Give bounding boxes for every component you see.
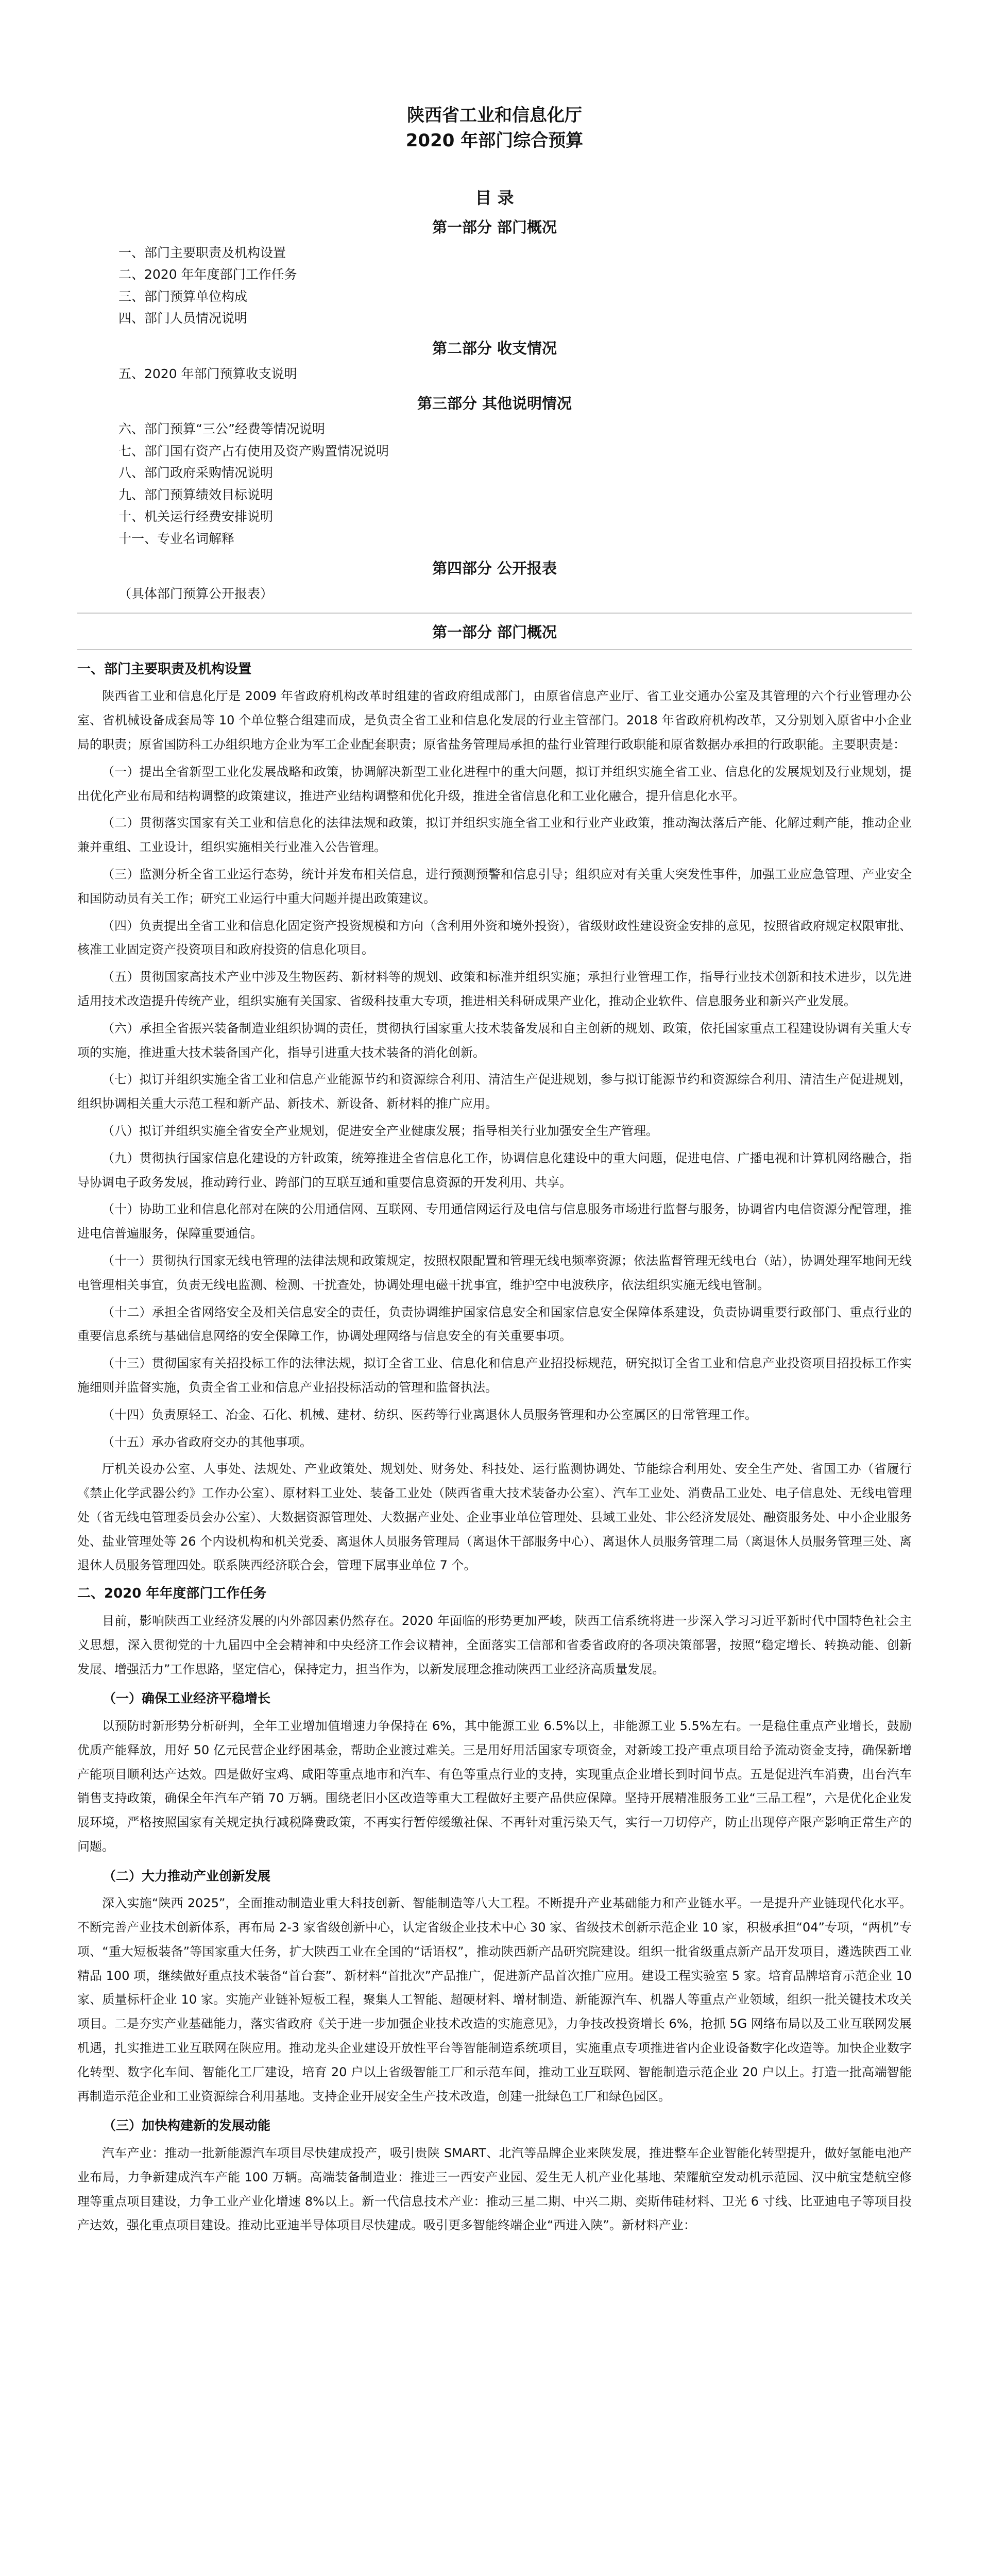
section1-paragraph: （十一）贯彻执行国家无线电管理的法律法规和政策规定，按照权限配置和管理无线电频率资源；依法监督管理无线电台（站），协调处理军地间无线电管理相关事宜，负责无线电监测、检测、干扰查处，协调处理电磁干扰事宜，维护空中电波秩序，依法组织实施无线电管制。 [77, 1253, 912, 1292]
toc-item: 十、机关运行经费安排说明 [118, 509, 274, 524]
toc-part3-heading: 第三部分 其他说明情况 [417, 395, 572, 413]
divider [77, 613, 912, 614]
subsection-heading: （三）加快构建新的发展动能 [103, 2118, 271, 2133]
section1-paragraph: （七）拟订并组织实施全省工业和信息产业能源节约和资源综合利用、清洁生产促进规划，参与拟订能源节约和资源综合利用、清洁生产促进规划，组织协调相关重大示范工程和新产品、新技术、新设备、新材料的推广应用。 [77, 1072, 912, 1111]
subsection-paragraph: 汽车产业：推动一批新能源汽车项目尽快建成投产，吸引贵陕 SMART、北汽等品牌企业来陕发展，推进整车企业智能化转型提升，做好氢能电池产业布局，力争新建成汽车产能 100 万辆。高端装备制造业：推进三一西安产业园、爱生无人机产业化基地、荣耀航空发动机示范园、汉中航宝楚航空修理等重点项目建设，力争工业产业化增速 8%以上。新一代信息技术产业：推动三星二期、中兴二期、奕斯伟硅材料、卫光 6 寸线、比亚迪电子等项目投产达效，强化重点项目建设。推动比亚迪半导体项目尽快建成。吸引更多智能终端企业“西进入陕”。新材料产业： [77, 2145, 912, 2233]
document-title [77, 103, 912, 154]
section1-paragraph: （十四）负责原轻工、冶金、石化、机械、建材、纺织、医药等行业离退休人员服务管理和办公室属区的日常管理工作。 [102, 1407, 757, 1422]
subsection-paragraph: 以预防时新形势分析研判，全年工业增加值增速力争保持在 6%，其中能源工业 6.5%以上，非能源工业 5.5%左右。一是稳住重点产业增长，鼓励优质产能释放，用好 50 亿元民营企业纾困基金，帮助企业渡过难关。三是用好用活国家专项资金，对新竣工投产重点项目给予流动资金支持，确保新增产能项目顺利达产达效。四是做好宝鸡、咸阳等重点地市和汽车、有色等重点行业的支持，实现重点企业增长到时间节点。五是促进汽车消费，出台汽车销售支持政策，确保全年汽车产销 70 万辆。围绕老旧小区改造等重大工程做好主要产品供应保障。坚持开展精准服务工业“三品工程”，六是优化企业发展环境，严格按照国家有关规定执行减税降费政策，不再实行暂停缓缴社保、不再针对重污染天气，实行一刀切停产，防止出现停产限产影响正常生产的问题。 [77, 1718, 912, 1854]
section2-intro: 目前，影响陕西工业经济发展的内外部因素仍然存在。2020 年面临的形势更加严峻，陕西工信系统将进一步深入学习习近平新时代中国特色社会主义思想，深入贯彻党的十九届四中全会精神和中央经济工作会议精神，全面落实工信部和省委省政府的各项决策部署，按照“稳定增长、转换动能、创新发展、增强活力”工作思路，坚定信心，保持定力，担当作为，以新发展理念推动陕西工业经济高质量发展。 [77, 1614, 912, 1676]
section1-paragraph: 陕西省工业和信息化厅是 2009 年省政府机构改革时组建的省政府组成部门，由原省信息产业厅、省工业交通办公室及其管理的六个行业管理办公室、省机械设备成套局等 10 个单位整合组建而成，是负责全省工业和信息化发展的行业主管部门。2018 年省政府机构改革，又分别划入原省中小企业局的职责；原省国防科工办组织地方企业为军工企业配套职责；原省盐务管理局承担的盐行业管理行政职能和原省数据办承担的行政职能。主要职责是： [77, 689, 912, 752]
toc-part1-heading: 第一部分 部门概况 [432, 218, 557, 236]
subsection-paragraph: 深入实施“陕西 2025”，全面推动制造业重大科技创新、智能制造等八大工程。不断提升产业基础能力和产业链水平。一是提升产业链现代化水平。不断完善产业技术创新体系，再布局 2-3 家省级创新中心，认定省级企业技术中心 30 家、省级技术创新示范企业 10 家，积极承担“04”专项，“两机”专项、“重大短板装备”等国家重大任务，扩大陕西工业在全国的“话语权”，推动陕西新产品研究院建设。组织一批省级重点新产品开发项目，遴选陕西工业精品 100 项，继续做好重点技术装备“首台套”、新材料“首批次”产品推广，促进新产品首次推广应用。建设工程实验室 5 家。培育品牌培育示范企业 10 家、质量标杆企业 10 家。实施产业链补短板工程，聚集人工智能、超硬材料、增材制造、新能源汽车、机器人等重点产业领域，组织一批关键技术攻关项目。二是夯实产业基础能力，落实省政府《关于进一步加强企业技术改造的实施意见》，力争技改投资增长 6%，抢抓 5G 网络布局以及工业互联网发展机遇，扎实推进工业互联网在陕应用。推动龙头企业建设开放性平台等智能制造系统项目，实施重点专项推进省内企业设备数字化改造等。加快企业数字化转型、数字化车间、智能化工厂建设，培育 20 户以上省级智能工厂和示范车间，推动工业互联网、智能制造示范企业 20 户以上。打造一批高端智能再制造示范企业和工业资源综合利用基地。支持企业开展安全生产技术改造，创建一批绿色工厂和绿色园区。 [77, 1896, 912, 2104]
part1-heading: 第一部分 部门概况 [432, 623, 557, 641]
toc-item: 五、2020 年部门预算收支说明 [118, 366, 297, 381]
toc-item: 四、部门人员情况说明 [118, 311, 248, 326]
section1-paragraph: （四）负责提出全省工业和信息化固定资产投资规模和方向（含利用外资和境外投资），省级财政性建设资金安排的意见，按照省政府规定权限审批、核准工业固定资产投资项目和政府投资的信息化项目。 [77, 918, 912, 957]
toc-item: 六、部门预算“三公”经费等情况说明 [118, 421, 325, 437]
toc-title: 目 录 [475, 188, 514, 208]
divider [77, 649, 912, 650]
section1-paragraph: （一）提出全省新型工业化发展战略和政策，协调解决新型工业化进程中的重大问题，拟订并组织实施全省工业、信息化的发展规划及行业规划，提出优化产业布局和结构调整的政策建议，推进产业结构调整和优化升级，推进全省信息化和工业化融合，提升信息化水平。 [77, 764, 912, 803]
toc-item: 十一、专业名词解释 [118, 531, 235, 546]
toc-item: 三、部门预算单位构成 [118, 289, 248, 304]
toc-part2-heading: 第二部分 收支情况 [432, 339, 557, 357]
subsection-heading: （二）大力推动产业创新发展 [103, 1868, 271, 1884]
subsection-heading: （一）确保工业经济平稳增长 [103, 1691, 271, 1706]
toc-part4-heading: 第四部分 公开报表 [432, 560, 557, 578]
document-title-line2: 2020 年部门综合预算 [405, 130, 584, 151]
toc-item: 一、部门主要职责及机构设置 [118, 245, 286, 260]
section1-paragraph: （十）协助工业和信息化部对在陕的公用通信网、互联网、专用通信网运行及电信与信息服务市场进行监督与服务，协调省内电信资源分配管理，推进电信普遍服务，保障重要通信。 [77, 1202, 912, 1241]
section1-paragraph: （八）拟订并组织实施全省安全产业规划，促进安全产业健康发展；指导相关行业加强安全生产管理。 [102, 1123, 658, 1138]
toc-item: 七、部门国有资产占有使用及资产购置情况说明 [118, 443, 389, 459]
section1-paragraph: （六）承担全省振兴装备制造业组织协调的责任，贯彻执行国家重大技术装备发展和自主创新的规划、政策，依托国家重点工程建设协调有关重大专项的实施，推进重大技术装备国产化，指导引进重大技术装备的消化创新。 [77, 1021, 912, 1060]
section1-paragraph: （二）贯彻落实国家有关工业和信息化的法律法规和政策，拟订并组织实施全省工业和行业产业政策，推动淘汰落后产能、化解过剩产能，推动企业兼并重组、工业设计，组织实施相关行业准入公告管理。 [77, 816, 912, 855]
section1-paragraph: （三）监测分析全省工业运行态势，统计并发布相关信息，进行预测预警和信息引导；组织应对有关重大突发性事件，加强工业应急管理、产业安全和国防动员有关工作；研究工业运行中重大问题并提出政策建议。 [77, 867, 912, 906]
section1-paragraph: （十五）承办省政府交办的其他事项。 [102, 1434, 312, 1449]
section1-heading: 一、部门主要职责及机构设置 [77, 661, 252, 677]
section1-paragraph: （五）贯彻国家高技术产业中涉及生物医药、新材料等的规划、政策和标准并组织实施；承担行业管理工作，指导行业技术创新和技术进步，以先进适用技术改造提升传统产业，组织实施有关国家、省级科技重大专项，推进相关科研成果产业化，推动企业软件、信息服务业和新兴产业发展。 [77, 970, 912, 1008]
toc-item: 九、部门预算绩效目标说明 [118, 487, 274, 502]
toc-item: 八、部门政府采购情况说明 [118, 465, 274, 481]
section1-paragraph: 厅机关设办公室、人事处、法规处、产业政策处、规划处、财务处、科技处、运行监测协调处、节能综合利用处、安全生产处、省国工办（省履行《禁止化学武器公约》工作办公室）、原材料工业处、装备工业处（陕西省重大技术装备办公室）、汽车工业处、消费品工业处、电子信息处、无线电管理处（省无线电管理委员会办公室）、大数据资源管理处、大数据产业处、企业事业单位管理处、县域工业处、非公经济发展处、融资服务处、中小企业服务处、盐业管理处等 26 个内设机构和机关党委、离退休人员服务管理局（离退休干部服务中心）、离退休人员服务管理二局（离退休人员服务管理三处、离退休人员服务管理四处。联系陕西经济联合会，管理下属事业单位 7 个。 [77, 1462, 912, 1573]
section1-paragraph: （十三）贯彻国家有关招投标工作的法律法规，拟订全省工业、信息化和信息产业招投标规范，研究拟订全省工业和信息产业投资项目招投标工作实施细则并监督实施，负责全省工业和信息产业招投标活动的管理和监督执法。 [77, 1356, 912, 1395]
toc-item: 二、2020 年年度部门工作任务 [118, 267, 297, 282]
section1-paragraph: （九）贯彻执行国家信息化建设的方针政策，统筹推进全省信息化工作，协调信息化建设中的重大问题，促进电信、广播电视和计算机网络融合，指导协调电子政务发展，推动跨行业、跨部门的互联互通和重要信息资源的开发利用、共享。 [77, 1150, 912, 1190]
section2-heading: 二、2020 年年度部门工作任务 [77, 1586, 267, 1602]
document-title-line1: 陕西省工业和信息化厅 [407, 105, 582, 126]
section1-paragraph: （十二）承担全省网络安全及相关信息安全的责任，负责协调维护国家信息安全和国家信息安全保障体系建设，负责协调重要行政部门、重点行业的重要信息系统与基础信息网络的安全保障工作，协调处理网络与信息安全的有关重要事项。 [77, 1304, 912, 1344]
toc-note: （具体部门预算公开报表） [118, 586, 274, 602]
